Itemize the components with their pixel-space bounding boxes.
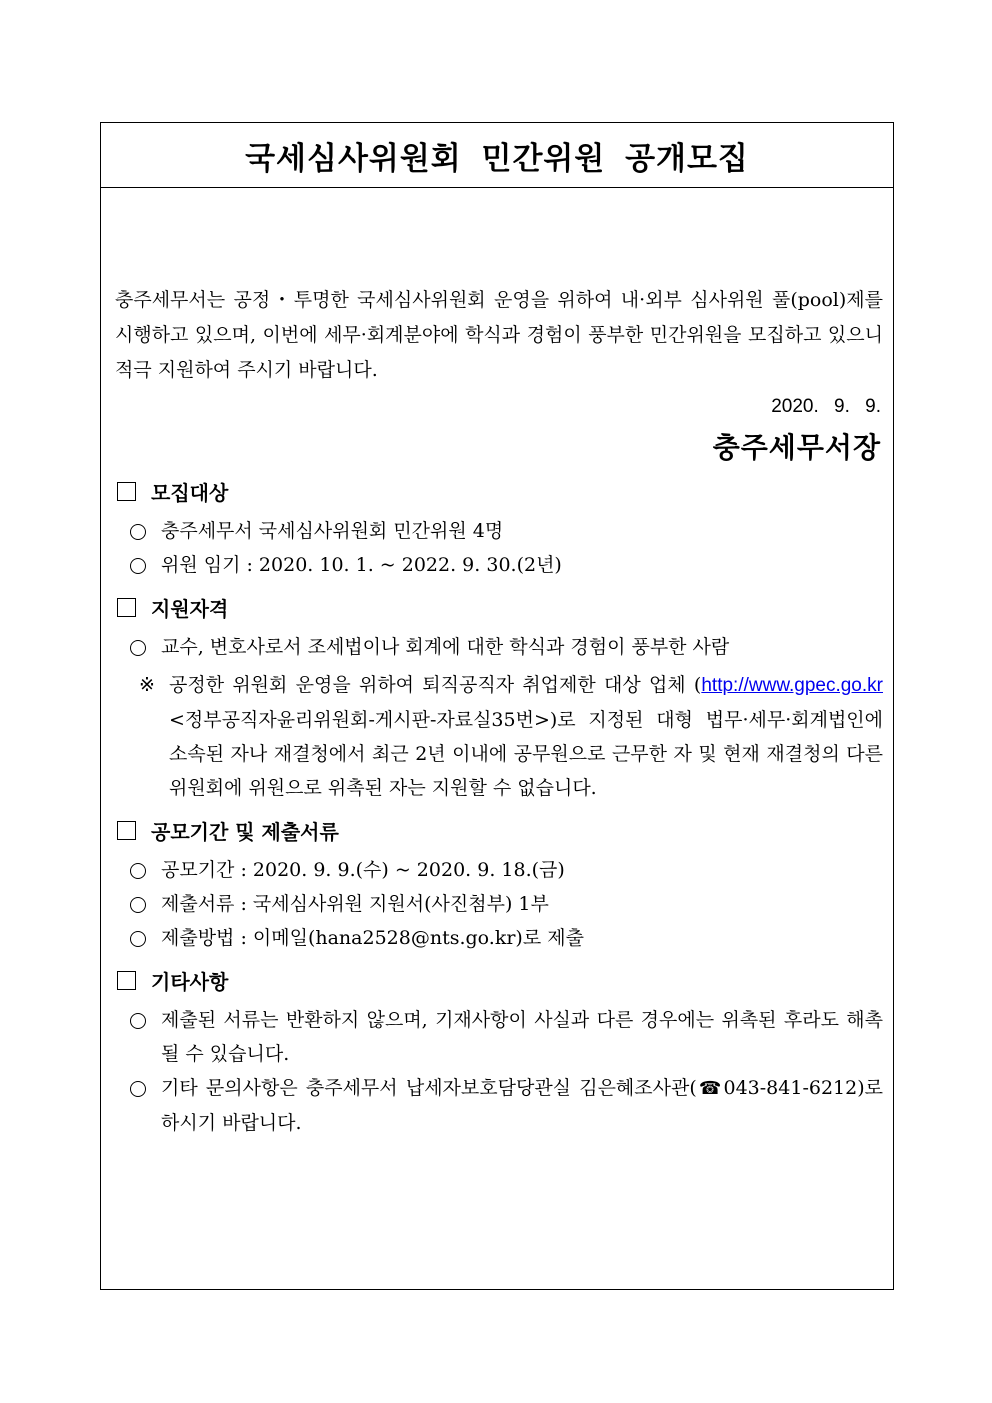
circle-bullet-icon [130, 1081, 146, 1097]
list-item-text: 위원 임기 : 2020. 10. 1. ~ 2022. 9. 30.(2년) [161, 554, 562, 576]
item-list [115, 514, 883, 582]
contact-text [161, 1071, 883, 1140]
note-text-before-link: 공정한 위원회 운영을 위하여 퇴직공직자 취업제한 대상 업체 ( [169, 674, 702, 696]
notice-date: 2020. 9. 9. [771, 396, 881, 417]
checkbox-square-icon [117, 821, 136, 840]
section-heading [115, 590, 883, 624]
section-heading-label: 지원자격 [151, 596, 229, 621]
qualification-note [139, 668, 883, 805]
notice-frame [100, 122, 894, 1290]
circle-bullet-icon [130, 1013, 146, 1029]
circle-bullet-icon [130, 931, 146, 947]
list-item [125, 1003, 883, 1071]
section-heading [115, 813, 883, 847]
section-heading-label: 모집대상 [151, 480, 229, 505]
signer: 충주세무서장 [712, 431, 881, 464]
section-qualification [115, 590, 883, 805]
list-item-text: 제출방법 : 이메일(hana2528@nts.go.kr)로 제출 [161, 927, 584, 949]
note-mark: ※ [139, 674, 155, 696]
title-row [101, 123, 893, 188]
list-item-text: 제출서류 : 국세심사위원 지원서(사진첨부) 1부 [161, 893, 549, 915]
list-item-text: 충주세무서 국세심사위원회 민간위원 4명 [161, 520, 504, 542]
list-item-text: 공모기간 : 2020. 9. 9.(수) ~ 2020. 9. 18.(금) [161, 859, 565, 881]
item-list [115, 1003, 883, 1140]
list-item-text: 제출된 서류는 반환하지 않으며, 기재사항이 사실과 다른 경우에는 위촉된 후라도 해촉될 수 있습니다. [161, 1009, 883, 1065]
note-text [169, 668, 883, 805]
section-recruit [115, 474, 883, 582]
section-other [115, 963, 883, 1140]
section-heading [115, 474, 883, 508]
list-item [125, 630, 883, 664]
item-list [115, 630, 883, 664]
checkbox-square-icon [117, 598, 136, 617]
section-heading-label: 공모기간 및 제출서류 [151, 819, 339, 844]
section-period [115, 813, 883, 955]
gpec-link[interactable]: http://www.gpec.go.kr [701, 675, 883, 696]
circle-bullet-icon [130, 524, 146, 540]
circle-bullet-icon [130, 640, 146, 656]
circle-bullet-icon [130, 558, 146, 574]
list-item [125, 1071, 883, 1140]
circle-bullet-icon [130, 897, 146, 913]
page-title: 국세심사위원회 민간위원 공개모집 [245, 140, 749, 177]
circle-bullet-icon [130, 863, 146, 879]
list-item [125, 548, 883, 582]
list-item [125, 921, 883, 955]
list-item [125, 887, 883, 921]
item-list [115, 853, 883, 955]
contact-text-before: 기타 문의사항은 충주세무서 납세자보호담당관실 김은혜조사관( [161, 1077, 697, 1099]
telephone-icon: ☎ [696, 1078, 724, 1099]
notice-body [115, 283, 883, 1140]
section-heading-label: 기타사항 [151, 969, 229, 994]
list-item-text: 교수, 변호사로서 조세법이나 회계에 대한 학식과 경험이 풍부한 사람 [161, 636, 730, 658]
note-text-after-link: <정부공직자윤리위원회-게시판-자료실35번>)로 지정된 대형 법무·세무·회계법인에 소속된 자나 재결청에서 최근 2년 이내에 공무원으로 근무한 자 및 현재 재결청의 다른 위원회에 위원으로 위촉된 자는 지원할 수 없습니다. [169, 709, 883, 799]
checkbox-square-icon [117, 482, 136, 501]
section-heading [115, 963, 883, 997]
contact-text-after: 043-841-6212)로 하시기 바랍니다. [161, 1077, 883, 1134]
list-item [125, 514, 883, 548]
checkbox-square-icon [117, 971, 136, 990]
list-item [125, 853, 883, 887]
intro-paragraph: 충주세무서는 공정・투명한 국세심사위원회 운영을 위하여 내·외부 심사위원 풀(pool)제를 시행하고 있으며, 이번에 세무·회계분야에 학식과 경험이 풍부한 민간위원을 모집하고 있으니 적극 지원하여 주시기 바랍니다. [115, 289, 883, 381]
